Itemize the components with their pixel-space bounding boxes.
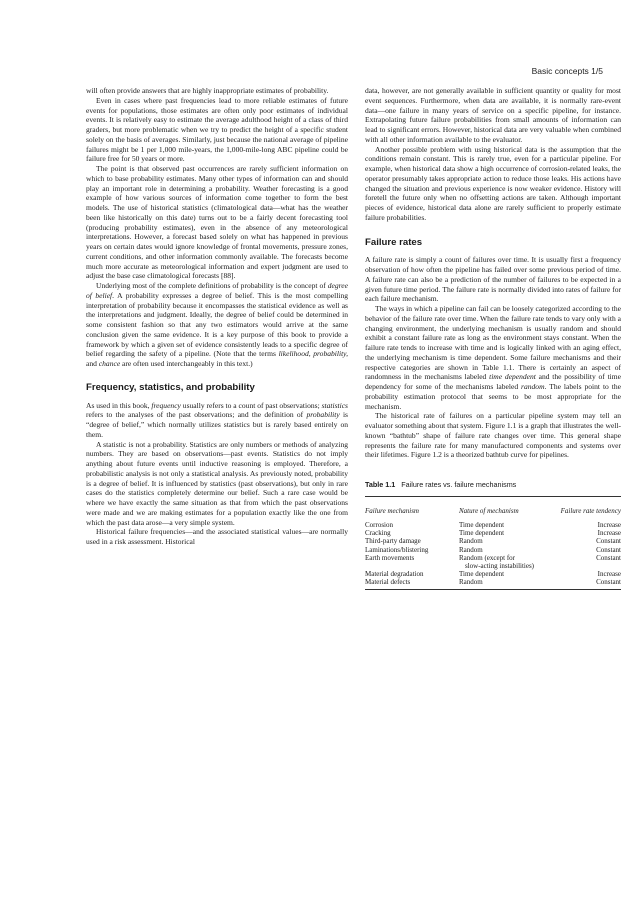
paragraph: Underlying most of the complete definitions of probability is the concept of degree of belief. A probability expresses a degree of belief. This is the most compelling interpretation of probability because it encompasses the statistical evidence as well as the interpretations and judgment. Ideally, the degree of belief could be determined in some consistent fashion so that any two estimators would arrive at the same conclusion given the same evidence. It is a key purpose of this book to provide a framework by which a given set of evidence consistently leads to a specific degree of belief regarding the safety of a pipeline. (Note that the terms likelihood, probability, and chance are often used interchangeably in this text.) (86, 281, 348, 368)
paragraph: The ways in which a pipeline can fail can be loosely categorized according to the behavior of the failure rate over time. When the failure rate tends to vary only with a changing environment, the underlying mechanism is usually random and should exhibit a constant failure rate as long as the environment stays constant. When the failure rate tends to increase with time and is logically linked with an aging effect, the underlying mechanism is time dependent. Some failure mechanisms and their respective categories are shown in Table 1.1. There is certainly an aspect of randomness in the mechanisms labeled time dependent and the possibility of time dependency for some of the mechanisms labeled random. The labels point to the probability estimation protocol that seems to be most appropriate for the mechanism. (365, 304, 621, 411)
table-header: Failure rate tendency (557, 496, 621, 518)
table-caption (365, 480, 621, 490)
paragraph: The historical rate of failures on a particular pipeline system may tell an evaluator something about that system. Figure 1.1 is a graph that illustrates the well-known “bathtub” shape of failure rate changes over time. This general shape represents the failure rate for many manufactured components and systems over their lifetimes. Figure 1.2 is a theorized bathtub curve for pipelines. (365, 411, 621, 460)
right-column (365, 86, 621, 590)
table-row: slow-acting instabilities) (465, 561, 535, 570)
failure-rates-table (365, 496, 621, 590)
paragraph: As used in this book, frequency usually refers to a count of past observations; statistics refers to the analyses of the past observations; and the definition of probability is “degree of belief,” which normally utilizes statistics but is rarely based entirely on them. (86, 400, 348, 439)
paragraph: Another possible problem with using historical data is the assumption that the conditions remain constant. This is rarely true, even for a particular pipeline. For example, when historical data show a high occurrence of corrosion-related leaks, the operator presumably takes appropriate action to reduce those leaks. His actions have changed the situation and previous experience is now weaker evidence. History will foretell the future only when no offsetting actions are taken. Although important pieces of evidence, historical data alone are rarely sufficient to properly estimate failure probabilities. (365, 144, 621, 222)
paragraph: data, however, are not generally available in sufficient quantity or quality for most event sequences. Furthermore, when data are available, it is normally rare-event data—one failure in many years of service on a specific pipeline, for instance. Extrapolating future failure probabilities from small amounts of information can lead to significant errors. However, historical data are very valuable when combined with all other information available to the evaluator. (365, 86, 621, 144)
table-label: Table 1.1 (365, 480, 396, 489)
paragraph: The point is that observed past occurrences are rarely sufficient information on which to base probability estimates. Many other types of information can and should play an important role in determining a probability. Weather forecasting is a good example of how various sources of information come together to form the best models. The use of historical statistics (climatological data—what has the weather been like historically on this date) turns out to be a fairly decent forecasting tool (producing probability estimates), even in the absence of any meteorological interpretations. However, a forecast based solely on what has happened in previous years on certain dates would ignore knowledge of frontal movements, pressure zones, current conditions, and other information commonly available. The forecasts become much more accurate as meteorological information and expert judgment are used to adjust the base case climatological forecasts [88]. (86, 164, 348, 281)
section-heading: Failure rates (365, 236, 423, 248)
table-row: Earth movements Random (except for Constant (365, 553, 621, 562)
table-row: Cracking Time dependent Increase (365, 529, 621, 538)
paragraph: A failure rate is simply a count of failures over time. It is usually first a frequency observation of how often the pipeline has failed over some previous period of time. A failure rate can also be a prediction of the number of failures to be expected in a given future time period. The failure rate is normally divided into rates of failure for each failure mechanism. (365, 255, 621, 304)
table-row: Material degradation Time dependent Increase (365, 570, 621, 579)
table-header: Failure mechanism (365, 496, 459, 518)
running-head: Basic concepts 1/5 (531, 66, 603, 76)
table-title: Failure rates vs. failure mechanisms (401, 480, 517, 489)
paragraph: Historical failure frequencies—and the associated statistical values—are normally used in a risk assessment. Historical (86, 527, 348, 546)
paragraph: A statistic is not a probability. Statistics are only numbers or methods of analyzing numbers. They are based on observations—past events. Statistics do not imply anything about future events until inductive reasoning is employed. Therefore, a probabilistic analysis is not only a statistical analysis. As previously noted, probability is a degree of belief. It is influenced by statistics (past observations), but only in rare cases do the statistics completely determine our belief. Such a rare case would be where we have exactly the same situation as that from which the past observations were made and we are making estimates for a population exactly like the one from which the past data arose—a very simple system. (86, 439, 348, 527)
table-row: Third-party damage Random Constant (365, 537, 621, 546)
section-heading: Frequency, statistics, and probability (86, 381, 255, 393)
table-header: Nature of mechanism (459, 496, 557, 518)
table-row: Material defects Random Constant (365, 578, 621, 589)
left-column (86, 86, 348, 547)
table-row: Corrosion Time dependent Increase (365, 520, 621, 529)
paragraph: will often provide answers that are highly inappropriate estimates of probability. (86, 86, 329, 95)
paragraph: Even in cases where past frequencies lead to more reliable estimates of future events for populations, those estimates are often only poor estimates of individual events. It is relatively easy to estimate the average adulthood height of a class of third graders, but more problematic when we try to predict the height of a specific student solely on the basis of averages. Similarly, just because the national average of pipeline failures might be 1 per 1,000 mile-years, the 1,000-mile-long ABC pipeline could be failure free for 50 years or more. (86, 95, 348, 164)
table-row: Laminations/blistering Random Constant (365, 545, 621, 554)
